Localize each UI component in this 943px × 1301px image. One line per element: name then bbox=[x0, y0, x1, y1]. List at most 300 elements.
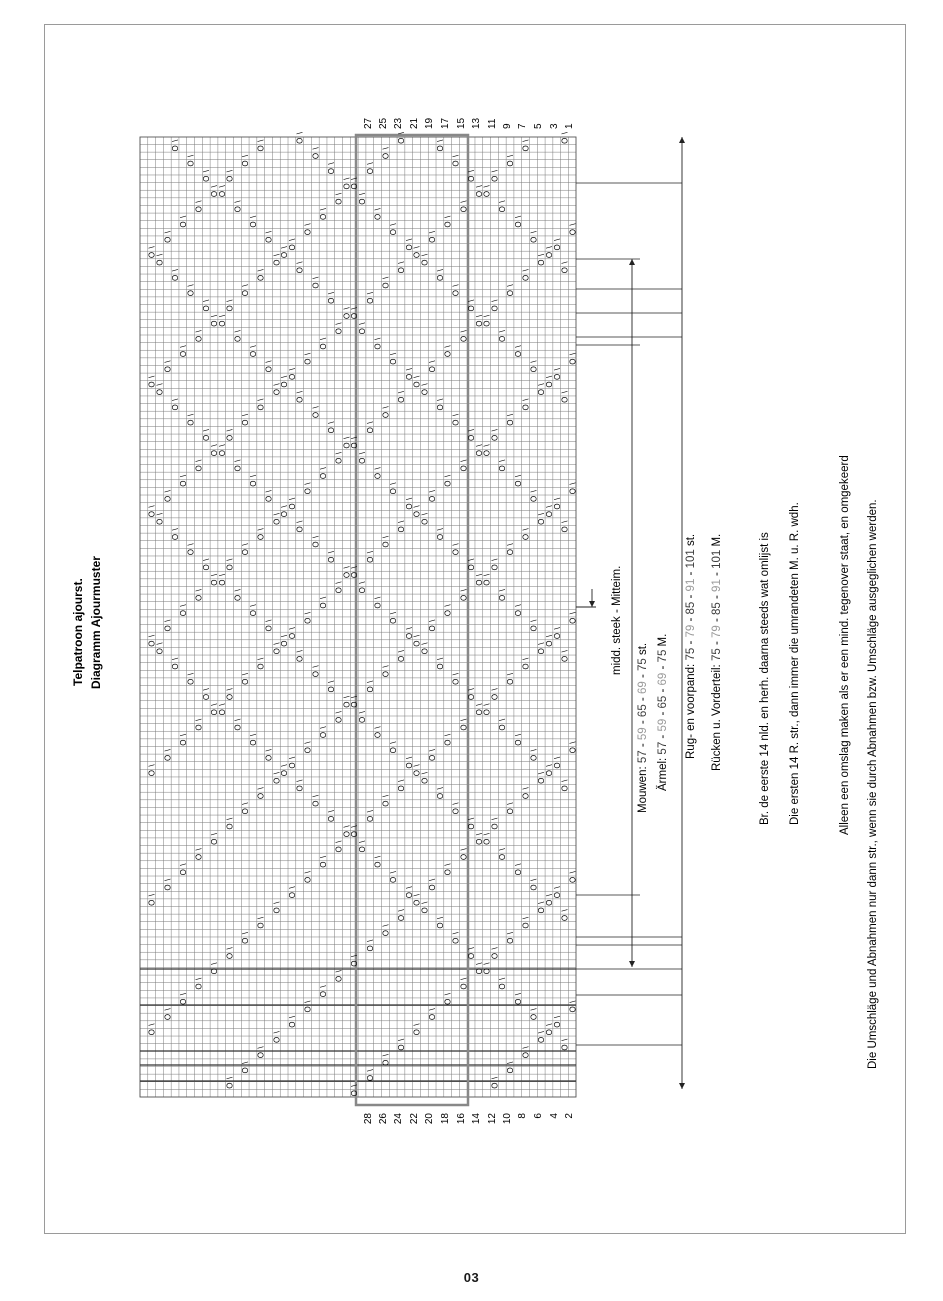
decrease-mark: \ bbox=[412, 246, 422, 249]
decrease-mark: \ bbox=[521, 398, 531, 401]
decrease-mark: \ bbox=[319, 855, 329, 859]
yarn-over-mark: O bbox=[178, 869, 188, 876]
decrease-mark: \ bbox=[365, 1069, 375, 1072]
yarn-over-mark: O bbox=[552, 1021, 562, 1028]
yarn-over-mark: O bbox=[552, 762, 562, 769]
yarn-over-mark: O bbox=[210, 190, 220, 198]
decrease-mark: \ bbox=[537, 1031, 547, 1034]
decrease-mark: \ bbox=[498, 200, 508, 203]
size-value: 85 bbox=[711, 602, 723, 615]
yarn-over-mark: O bbox=[498, 465, 508, 472]
chart-title-de: Diagramm Ajourmuster bbox=[89, 556, 103, 689]
decrease-mark: \ bbox=[303, 612, 313, 615]
decrease-mark: \ bbox=[529, 619, 539, 622]
yarn-over-mark: O bbox=[311, 411, 321, 419]
yarn-over-mark: O bbox=[404, 632, 414, 640]
decrease-mark: \ bbox=[171, 528, 181, 531]
yarn-over-mark: O bbox=[334, 716, 344, 723]
yarn-over-mark: O bbox=[537, 907, 547, 914]
yarn-over-mark: O bbox=[342, 830, 352, 838]
yarn-over-mark: O bbox=[241, 160, 251, 167]
yarn-over-mark: O bbox=[420, 259, 430, 266]
row-number-odd: 27 bbox=[363, 117, 374, 129]
decrease-mark: \ bbox=[513, 345, 523, 348]
yarn-over-mark: O bbox=[381, 282, 391, 289]
row-number-odd: 23 bbox=[393, 117, 404, 129]
decrease-mark: \ bbox=[311, 276, 321, 279]
yarn-over-mark: O bbox=[404, 373, 414, 381]
yarn-over-mark: O bbox=[287, 244, 297, 251]
yarn-over-mark: O bbox=[248, 480, 258, 487]
yarn-over-mark: O bbox=[560, 655, 570, 662]
decrease-mark: \ bbox=[552, 1015, 562, 1019]
decrease-mark: \ bbox=[498, 330, 508, 333]
decrease-mark: \ bbox=[404, 756, 414, 760]
decrease-mark: \ bbox=[163, 1008, 173, 1011]
decrease-mark: \ bbox=[194, 330, 204, 333]
decrease-mark: \ bbox=[513, 733, 523, 737]
yarn-over-mark: O bbox=[319, 343, 329, 350]
row-number-odd: 7 bbox=[517, 123, 528, 129]
decrease-mark: \ bbox=[287, 238, 297, 241]
decrease-mark: \ bbox=[365, 162, 375, 165]
yarn-over-mark: O bbox=[404, 503, 414, 510]
decrease-mark: \ bbox=[389, 871, 399, 874]
back-front-size-label-nl bbox=[685, 534, 697, 759]
yarn-over-mark: O bbox=[217, 190, 227, 198]
note-yarnover-de: Die Umschläge und Abnahmen nur dann str., wenn sie durch Abnahmen bzw. Umschläge ausgeglichen werden. bbox=[867, 499, 879, 1069]
yarn-over-mark: O bbox=[303, 617, 313, 624]
yarn-over-mark: O bbox=[389, 747, 399, 754]
decrease-mark: \ bbox=[342, 436, 352, 439]
chart-grid bbox=[140, 137, 576, 1097]
yarn-over-mark: O bbox=[264, 625, 274, 632]
decrease-mark: \ bbox=[428, 749, 438, 752]
sleeves-arrow-end bbox=[629, 259, 635, 265]
decrease-mark: \ bbox=[568, 482, 578, 485]
decrease-mark: \ bbox=[217, 444, 227, 447]
yarn-over-mark: O bbox=[311, 670, 321, 678]
decrease-mark: \ bbox=[560, 1038, 570, 1041]
decrease-mark: \ bbox=[342, 566, 352, 569]
decrease-mark: \ bbox=[171, 269, 181, 272]
yarn-over-mark: O bbox=[155, 389, 165, 396]
yarn-over-mark: O bbox=[404, 762, 414, 769]
decrease-mark: \ bbox=[256, 528, 266, 531]
yarn-over-mark: O bbox=[467, 823, 477, 830]
yarn-over-mark: O bbox=[295, 137, 305, 144]
row-number-even: 4 bbox=[549, 1113, 560, 1119]
yarn-over-mark: O bbox=[186, 160, 196, 167]
yarn-over-mark: O bbox=[319, 861, 329, 868]
decrease-mark: \ bbox=[225, 1076, 235, 1080]
yarn-over-mark: O bbox=[241, 419, 251, 426]
yarn-over-mark: O bbox=[303, 876, 313, 883]
yarn-over-mark: O bbox=[350, 830, 360, 838]
decrease-mark: \ bbox=[272, 253, 282, 257]
decrease-mark: \ bbox=[467, 817, 477, 820]
decrease-mark: \ bbox=[568, 352, 578, 356]
yarn-over-mark: O bbox=[568, 876, 578, 883]
yarn-over-mark: O bbox=[225, 1082, 235, 1089]
yarn-over-mark: O bbox=[443, 610, 453, 617]
decrease-mark: \ bbox=[451, 932, 461, 935]
decrease-mark: \ bbox=[396, 1038, 406, 1041]
decrease-mark: \ bbox=[303, 352, 313, 356]
yarn-over-mark: O bbox=[568, 358, 578, 365]
size-value: 69 bbox=[657, 672, 669, 686]
yarn-over-mark: O bbox=[326, 168, 336, 175]
yarn-over-mark: O bbox=[459, 853, 469, 861]
decrease-mark: \ bbox=[482, 832, 492, 836]
yarn-over-mark: O bbox=[537, 259, 547, 266]
decrease-mark: \ bbox=[233, 459, 243, 462]
decrease-mark: \ bbox=[350, 307, 360, 310]
decrease-mark: \ bbox=[241, 1061, 251, 1064]
decrease-mark: \ bbox=[459, 330, 469, 333]
size-separator: - bbox=[657, 685, 669, 696]
yarn-over-mark: O bbox=[443, 998, 453, 1005]
decrease-mark: \ bbox=[490, 947, 500, 950]
decrease-mark: \ bbox=[186, 672, 196, 676]
yarn-over-mark: O bbox=[217, 449, 227, 457]
decrease-mark: \ bbox=[241, 154, 251, 158]
decrease-mark: \ bbox=[381, 665, 391, 668]
yarn-over-mark: O bbox=[482, 968, 492, 975]
yarn-over-mark: O bbox=[178, 739, 188, 746]
size-separator: - bbox=[711, 614, 723, 626]
decrease-mark: \ bbox=[241, 543, 251, 546]
decrease-mark: \ bbox=[467, 558, 477, 561]
size-value: 101 bbox=[685, 549, 697, 569]
yarn-over-mark: O bbox=[350, 183, 360, 190]
yarn-over-mark: O bbox=[334, 975, 344, 983]
decrease-mark: \ bbox=[482, 962, 492, 965]
decrease-mark: \ bbox=[513, 993, 523, 996]
size-separator: - bbox=[637, 694, 649, 705]
yarn-over-mark: O bbox=[459, 206, 469, 213]
decrease-mark: \ bbox=[194, 589, 204, 592]
decrease-mark: \ bbox=[544, 634, 554, 638]
decrease-mark: \ bbox=[350, 1084, 360, 1087]
decrease-mark: \ bbox=[287, 756, 297, 760]
yarn-over-mark: O bbox=[537, 389, 547, 396]
decrease-mark: \ bbox=[459, 459, 469, 462]
decrease-mark: \ bbox=[326, 810, 336, 813]
yarn-over-mark: O bbox=[295, 785, 305, 792]
decrease-mark: \ bbox=[451, 802, 461, 805]
decrease-mark: \ bbox=[404, 497, 414, 500]
yarn-over-mark: O bbox=[225, 823, 235, 830]
yarn-over-mark: O bbox=[287, 891, 297, 899]
decrease-mark: \ bbox=[552, 886, 562, 889]
yarn-over-mark: O bbox=[521, 404, 531, 411]
yarn-over-mark: O bbox=[490, 823, 500, 830]
yarn-over-mark: O bbox=[319, 213, 329, 221]
yarn-over-mark: O bbox=[248, 739, 258, 746]
yarn-over-mark: O bbox=[217, 709, 227, 716]
yarn-over-mark: O bbox=[482, 709, 492, 716]
decrease-mark: \ bbox=[435, 398, 445, 401]
page-number: 03 bbox=[463, 1270, 480, 1285]
yarn-over-mark: O bbox=[272, 648, 282, 655]
yarn-over-mark: O bbox=[319, 472, 329, 480]
yarn-over-mark: O bbox=[342, 442, 352, 449]
sleeves-size-label-de bbox=[657, 634, 669, 791]
decrease-mark: \ bbox=[248, 345, 258, 348]
yarn-over-mark: O bbox=[358, 328, 368, 335]
decrease-mark: \ bbox=[521, 1046, 531, 1049]
decrease-mark: \ bbox=[248, 604, 258, 607]
yarn-over-mark: O bbox=[342, 571, 352, 579]
size-suffix: st. bbox=[685, 533, 697, 550]
decrease-mark: \ bbox=[420, 642, 430, 645]
note-yarnover-nl: Alleen een omslag maken als er een mind. tegenover staat, en omgekeerd bbox=[839, 455, 851, 835]
size-separator: - bbox=[657, 731, 669, 742]
yarn-over-mark: O bbox=[552, 373, 562, 381]
decrease-mark: \ bbox=[506, 672, 516, 676]
yarn-over-mark: O bbox=[225, 305, 235, 312]
decrease-mark: \ bbox=[319, 726, 329, 729]
yarn-over-mark: O bbox=[373, 343, 383, 350]
row-number-even: 16 bbox=[456, 1113, 467, 1125]
decrease-mark: \ bbox=[147, 634, 157, 638]
yarn-over-mark: O bbox=[373, 861, 383, 868]
yarn-over-mark: O bbox=[560, 785, 570, 792]
decrease-mark: \ bbox=[287, 1015, 297, 1019]
yarn-over-mark: O bbox=[537, 777, 547, 784]
yarn-over-mark: O bbox=[537, 648, 547, 655]
yarn-over-mark: O bbox=[560, 1044, 570, 1051]
yarn-over-mark: O bbox=[303, 488, 313, 495]
decrease-mark: \ bbox=[389, 223, 399, 226]
size-separator: - bbox=[637, 717, 649, 728]
size-separator: - bbox=[685, 591, 697, 602]
decrease-mark: \ bbox=[248, 215, 258, 219]
yarn-over-mark: O bbox=[202, 564, 212, 571]
yarn-over-mark: O bbox=[544, 899, 554, 906]
yarn-over-mark: O bbox=[155, 259, 165, 266]
decrease-mark: \ bbox=[163, 878, 173, 881]
decrease-mark: \ bbox=[334, 192, 344, 196]
yarn-over-mark: O bbox=[513, 610, 523, 617]
decrease-mark: \ bbox=[210, 444, 220, 447]
decrease-mark: \ bbox=[295, 650, 305, 653]
decrease-mark: \ bbox=[210, 962, 220, 965]
yarn-over-mark: O bbox=[256, 404, 266, 411]
decrease-mark: \ bbox=[334, 322, 344, 325]
yarn-over-mark: O bbox=[373, 472, 383, 480]
yarn-over-mark: O bbox=[210, 579, 220, 586]
yarn-over-mark: O bbox=[521, 922, 531, 929]
yarn-over-mark: O bbox=[256, 1051, 266, 1059]
decrease-mark: \ bbox=[303, 741, 313, 744]
yarn-over-mark: O bbox=[256, 533, 266, 541]
yarn-over-mark: O bbox=[529, 1013, 539, 1021]
decrease-mark: \ bbox=[163, 231, 173, 234]
decrease-mark: \ bbox=[404, 886, 414, 889]
decrease-mark: \ bbox=[404, 368, 414, 371]
decrease-mark: \ bbox=[552, 497, 562, 500]
yarn-over-mark: O bbox=[552, 891, 562, 899]
yarn-over-mark: O bbox=[295, 655, 305, 662]
size-prefix: Mouwen: bbox=[637, 763, 649, 813]
decrease-mark: \ bbox=[459, 977, 469, 981]
decrease-mark: \ bbox=[412, 505, 422, 508]
decrease-mark: \ bbox=[482, 314, 492, 318]
decrease-mark: \ bbox=[217, 314, 227, 318]
decrease-mark: \ bbox=[280, 764, 290, 767]
decrease-mark: \ bbox=[194, 977, 204, 981]
yarn-over-mark: O bbox=[389, 358, 399, 365]
yarn-over-mark: O bbox=[521, 663, 531, 670]
size-prefix: Rücken u. Vorderteil: bbox=[711, 661, 723, 771]
size-value: 65 bbox=[657, 695, 669, 709]
decrease-mark: \ bbox=[451, 413, 461, 417]
yarn-over-mark: O bbox=[163, 1013, 173, 1021]
yarn-over-mark: O bbox=[287, 762, 297, 769]
back-front-arrow-start bbox=[679, 1083, 685, 1089]
yarn-over-mark: O bbox=[287, 1021, 297, 1028]
row-number-odd: 13 bbox=[471, 117, 482, 129]
decrease-mark: \ bbox=[202, 688, 212, 691]
decrease-mark: \ bbox=[420, 772, 430, 775]
yarn-over-mark: O bbox=[202, 693, 212, 701]
decrease-mark: \ bbox=[373, 208, 383, 211]
yarn-over-mark: O bbox=[373, 602, 383, 609]
decrease-mark: \ bbox=[381, 406, 391, 409]
decrease-mark: \ bbox=[428, 360, 438, 363]
yarn-over-mark: O bbox=[350, 442, 360, 449]
decrease-mark: \ bbox=[482, 703, 492, 706]
yarn-over-mark: O bbox=[482, 190, 492, 198]
size-separator: - bbox=[685, 614, 697, 625]
decrease-mark: \ bbox=[303, 223, 313, 226]
decrease-mark: \ bbox=[272, 1031, 282, 1034]
yarn-over-mark: O bbox=[490, 564, 500, 571]
decrease-mark: \ bbox=[412, 634, 422, 638]
yarn-over-mark: O bbox=[264, 754, 274, 762]
yarn-over-mark: O bbox=[217, 579, 227, 586]
decrease-mark: \ bbox=[513, 863, 523, 866]
yarn-over-mark: O bbox=[365, 168, 375, 175]
yarn-over-mark: O bbox=[171, 533, 181, 541]
decrease-mark: \ bbox=[233, 330, 243, 333]
decrease-mark: \ bbox=[225, 429, 235, 432]
row-number-odd: 21 bbox=[409, 117, 420, 129]
yarn-over-mark: O bbox=[264, 495, 274, 502]
decrease-mark: \ bbox=[381, 1053, 391, 1057]
yarn-over-mark: O bbox=[451, 160, 461, 167]
yarn-over-mark: O bbox=[482, 449, 492, 457]
yarn-over-mark: O bbox=[412, 899, 422, 906]
yarn-over-mark: O bbox=[381, 930, 391, 937]
yarn-over-mark: O bbox=[428, 754, 438, 762]
yarn-over-mark: O bbox=[171, 145, 181, 152]
row-number-odd: 15 bbox=[456, 117, 467, 129]
yarn-over-mark: O bbox=[412, 381, 422, 388]
yarn-over-mark: O bbox=[334, 587, 344, 594]
size-separator: - bbox=[685, 568, 697, 579]
decrease-mark: \ bbox=[326, 421, 336, 424]
decrease-mark: \ bbox=[451, 154, 461, 158]
yarn-over-mark: O bbox=[521, 145, 531, 152]
decrease-mark: \ bbox=[202, 429, 212, 432]
size-value: 91 bbox=[711, 579, 723, 592]
yarn-over-mark: O bbox=[264, 236, 274, 243]
decrease-mark: \ bbox=[194, 459, 204, 462]
decrease-mark: \ bbox=[225, 558, 235, 561]
decrease-mark: \ bbox=[389, 741, 399, 744]
yarn-over-mark: O bbox=[326, 815, 336, 822]
yarn-over-mark: O bbox=[389, 488, 399, 495]
decrease-mark: \ bbox=[568, 1000, 578, 1003]
decrease-mark: \ bbox=[529, 490, 539, 493]
yarn-over-mark: O bbox=[272, 259, 282, 266]
decrease-mark: \ bbox=[233, 718, 243, 721]
decrease-mark: \ bbox=[358, 322, 368, 325]
yarn-over-mark: O bbox=[443, 869, 453, 876]
decrease-mark: \ bbox=[381, 535, 391, 539]
decrease-mark: \ bbox=[178, 604, 188, 607]
yarn-over-mark: O bbox=[241, 937, 251, 944]
decrease-mark: \ bbox=[568, 871, 578, 874]
yarn-over-mark: O bbox=[396, 655, 406, 662]
decrease-mark: \ bbox=[147, 1023, 157, 1026]
yarn-over-mark: O bbox=[210, 320, 220, 327]
yarn-over-mark: O bbox=[498, 594, 508, 602]
yarn-over-mark: O bbox=[428, 366, 438, 373]
size-separator: - bbox=[711, 591, 723, 603]
yarn-over-mark: O bbox=[490, 175, 500, 182]
yarn-over-mark: O bbox=[412, 510, 422, 518]
yarn-over-mark: O bbox=[560, 267, 570, 274]
yarn-over-mark: O bbox=[474, 320, 484, 327]
decrease-mark: \ bbox=[358, 451, 368, 455]
decrease-mark: \ bbox=[506, 284, 516, 287]
decrease-mark: \ bbox=[537, 772, 547, 775]
yarn-over-mark: O bbox=[225, 693, 235, 701]
yarn-over-mark: O bbox=[396, 914, 406, 922]
decrease-mark: \ bbox=[147, 246, 157, 249]
yarn-over-mark: O bbox=[474, 838, 484, 845]
decrease-mark: \ bbox=[443, 474, 453, 478]
decrease-mark: \ bbox=[521, 269, 531, 272]
yarn-over-mark: O bbox=[560, 396, 570, 403]
yarn-over-mark: O bbox=[171, 404, 181, 411]
yarn-over-mark: O bbox=[537, 518, 547, 525]
yarn-over-mark: O bbox=[358, 846, 368, 853]
decrease-mark: \ bbox=[311, 535, 321, 539]
yarn-over-mark: O bbox=[412, 770, 422, 777]
yarn-over-mark: O bbox=[295, 396, 305, 403]
decrease-mark: \ bbox=[467, 688, 477, 691]
decrease-mark: \ bbox=[311, 665, 321, 668]
decrease-mark: \ bbox=[544, 375, 554, 379]
yarn-over-mark: O bbox=[506, 289, 516, 297]
yarn-over-mark: O bbox=[521, 274, 531, 281]
decrease-mark: \ bbox=[350, 954, 360, 958]
yarn-over-mark: O bbox=[319, 991, 329, 998]
decrease-mark: \ bbox=[373, 596, 383, 600]
decrease-mark: \ bbox=[435, 787, 445, 790]
decrease-mark: \ bbox=[163, 490, 173, 493]
decrease-mark: \ bbox=[435, 139, 445, 142]
middle-stitch-label: midd. steek - Mitteim. bbox=[611, 565, 623, 675]
yarn-over-mark: O bbox=[256, 922, 266, 929]
row-number-even: 12 bbox=[487, 1113, 498, 1125]
yarn-over-mark: O bbox=[358, 198, 368, 205]
